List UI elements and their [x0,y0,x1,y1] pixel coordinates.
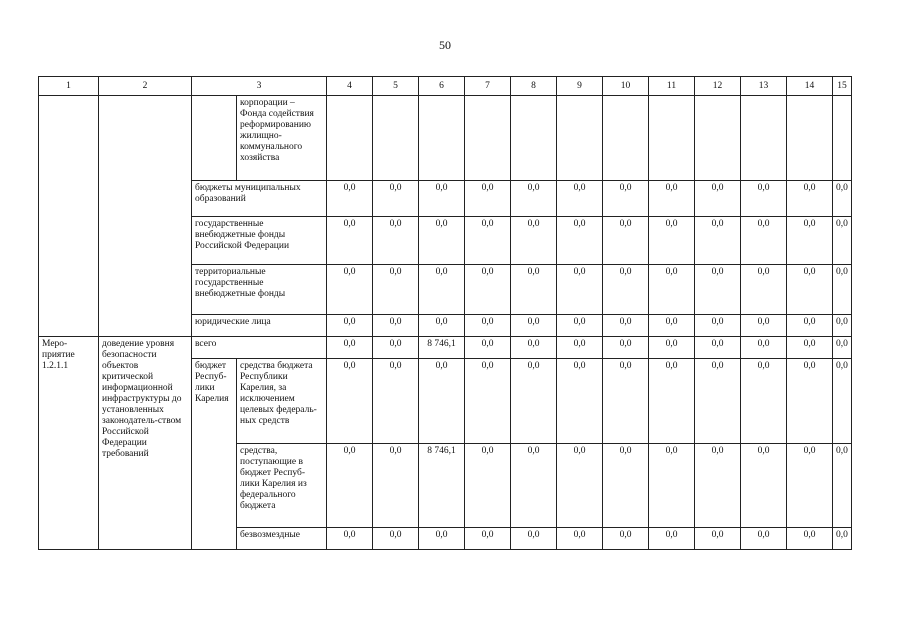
table-cell [39,96,99,337]
value-cell: 0,0 [695,265,741,315]
value-cell [419,96,465,181]
value-cell: 0,0 [603,181,649,217]
value-cell: 0,0 [557,217,603,265]
col-header: 6 [419,77,465,96]
col-header: 1 [39,77,99,96]
value-cell: 0,0 [557,315,603,337]
value-cell: 0,0 [419,181,465,217]
value-cell: 0,0 [741,359,787,444]
col-header: 7 [465,77,511,96]
value-cell: 0,0 [649,265,695,315]
row-label: корпорации – Фонда содействия реформированию жилищно-коммунального хозяйства [237,96,327,181]
value-cell: 0,0 [419,265,465,315]
value-cell: 8 746,1 [419,337,465,359]
value-cell: 0,0 [833,337,852,359]
value-cell: 0,0 [741,217,787,265]
value-cell [557,96,603,181]
col-header: 11 [649,77,695,96]
row-label: государственные внебюджетные фонды Российской Федерации [192,217,327,265]
value-cell: 0,0 [511,444,557,528]
value-cell: 0,0 [511,359,557,444]
value-cell: 0,0 [327,217,373,265]
value-cell: 0,0 [695,315,741,337]
value-cell [833,96,852,181]
value-cell: 0,0 [787,444,833,528]
value-cell: 0,0 [649,315,695,337]
value-cell: 0,0 [649,444,695,528]
page-number: 50 [439,38,451,52]
col-header: 10 [603,77,649,96]
value-cell: 0,0 [833,359,852,444]
value-cell: 0,0 [649,359,695,444]
table-row [39,337,852,359]
value-cell: 0,0 [511,337,557,359]
value-cell: 0,0 [603,528,649,550]
value-cell: 0,0 [833,315,852,337]
value-cell: 0,0 [327,265,373,315]
value-cell: 0,0 [327,444,373,528]
value-cell [465,96,511,181]
value-cell: 0,0 [327,359,373,444]
value-cell: 0,0 [373,337,419,359]
measure-code: Меро-приятие 1.2.1.1 [39,337,99,550]
col-header: 5 [373,77,419,96]
value-cell: 0,0 [511,181,557,217]
col-header: 14 [787,77,833,96]
value-cell: 0,0 [787,217,833,265]
value-cell: 0,0 [511,528,557,550]
value-cell: 0,0 [419,217,465,265]
value-cell: 0,0 [787,265,833,315]
value-cell: 0,0 [465,528,511,550]
value-cell: 0,0 [557,528,603,550]
value-cell [327,96,373,181]
value-cell: 0,0 [649,217,695,265]
value-cell: 0,0 [741,315,787,337]
value-cell: 0,0 [603,265,649,315]
value-cell: 0,0 [327,528,373,550]
value-cell: 0,0 [649,528,695,550]
value-cell: 0,0 [373,444,419,528]
value-cell: 0,0 [373,315,419,337]
group-label: бюджет Респуб-лики Карелия [192,359,237,550]
value-cell: 0,0 [833,181,852,217]
value-cell [511,96,557,181]
value-cell: 0,0 [695,181,741,217]
value-cell: 0,0 [511,265,557,315]
row-label: территориальные государственные внебюджетные фонды [192,265,327,315]
value-cell [741,96,787,181]
table-cell [192,96,237,181]
value-cell: 0,0 [649,181,695,217]
value-cell: 0,0 [465,217,511,265]
value-cell: 0,0 [695,337,741,359]
value-cell: 0,0 [557,265,603,315]
value-cell: 0,0 [373,181,419,217]
value-cell: 0,0 [465,444,511,528]
row-label: средства бюджета Республики Карелия, за исключением целевых федераль-ных средств [237,359,327,444]
value-cell: 0,0 [511,217,557,265]
value-cell: 0,0 [373,265,419,315]
value-cell: 0,0 [787,337,833,359]
value-cell: 0,0 [603,444,649,528]
value-cell: 0,0 [603,315,649,337]
col-header: 2 [99,77,192,96]
value-cell [373,96,419,181]
value-cell: 0,0 [373,528,419,550]
value-cell: 0,0 [557,337,603,359]
value-cell: 0,0 [465,337,511,359]
value-cell: 0,0 [833,444,852,528]
table-row [39,96,852,181]
col-header: 12 [695,77,741,96]
value-cell: 0,0 [603,359,649,444]
value-cell: 0,0 [465,359,511,444]
value-cell: 0,0 [787,315,833,337]
header-row [39,77,852,96]
value-cell [695,96,741,181]
value-cell: 0,0 [833,217,852,265]
value-cell: 0,0 [327,337,373,359]
value-cell: 0,0 [741,181,787,217]
value-cell: 0,0 [465,315,511,337]
value-cell: 0,0 [695,217,741,265]
value-cell: 0,0 [465,265,511,315]
value-cell [787,96,833,181]
row-label: юридические лица [192,315,327,337]
value-cell: 0,0 [603,217,649,265]
value-cell: 0,0 [833,265,852,315]
value-cell: 0,0 [419,315,465,337]
value-cell: 0,0 [327,181,373,217]
value-cell: 0,0 [373,217,419,265]
col-header: 3 [192,77,327,96]
value-cell: 0,0 [419,528,465,550]
value-cell: 0,0 [741,337,787,359]
value-cell: 0,0 [603,337,649,359]
table-cell [99,96,192,337]
value-cell: 0,0 [695,528,741,550]
value-cell: 0,0 [557,181,603,217]
value-cell: 0,0 [465,181,511,217]
col-header: 8 [511,77,557,96]
row-label: средства, поступающие в бюджет Респуб-лики Карелия из федерального бюджета [237,444,327,528]
value-cell: 0,0 [741,444,787,528]
row-label: всего [192,337,327,359]
col-header: 9 [557,77,603,96]
value-cell: 0,0 [511,315,557,337]
value-cell: 0,0 [787,528,833,550]
value-cell: 0,0 [557,359,603,444]
value-cell: 0,0 [327,315,373,337]
value-cell: 8 746,1 [419,444,465,528]
col-header: 15 [833,77,852,96]
row-label: безвозмездные [237,528,327,550]
value-cell: 0,0 [373,359,419,444]
value-cell [603,96,649,181]
col-header: 4 [327,77,373,96]
value-cell: 0,0 [833,528,852,550]
value-cell: 0,0 [741,528,787,550]
value-cell: 0,0 [649,337,695,359]
col-header: 13 [741,77,787,96]
measure-description: доведение уровня безопасности объектов критической информационной инфраструктуры до установленных законодатель-ством Российской Федерации требований [99,337,192,550]
value-cell: 0,0 [741,265,787,315]
value-cell: 0,0 [695,359,741,444]
value-cell: 0,0 [787,359,833,444]
value-cell [649,96,695,181]
budget-table [38,76,852,550]
row-label: бюджеты муниципальных образований [192,181,327,217]
value-cell: 0,0 [695,444,741,528]
value-cell: 0,0 [419,359,465,444]
value-cell: 0,0 [787,181,833,217]
value-cell: 0,0 [557,444,603,528]
